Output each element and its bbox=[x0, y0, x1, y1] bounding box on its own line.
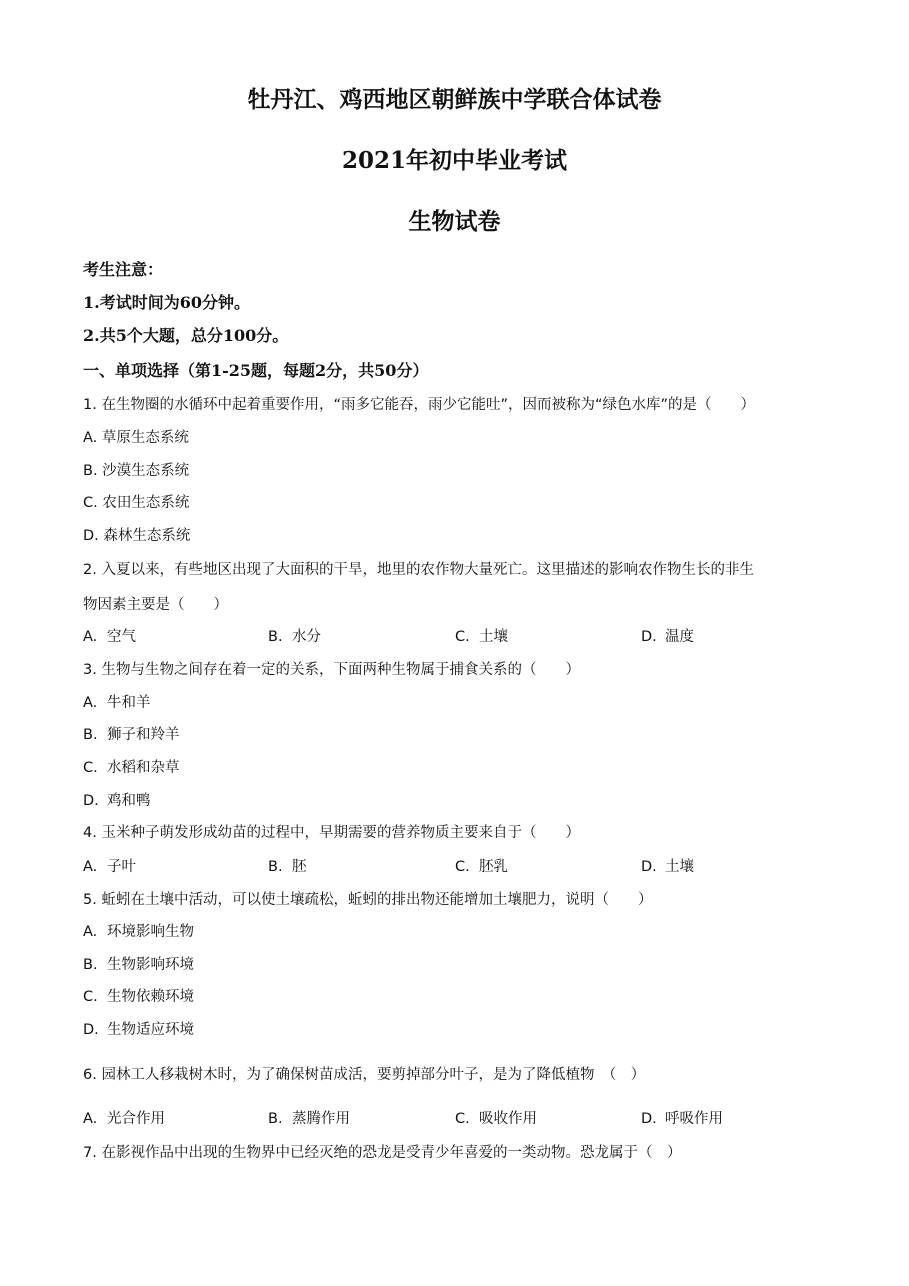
question-6-option-b bbox=[268, 1108, 350, 1130]
question-2-option-b bbox=[268, 626, 321, 648]
question-1-option-c: C. 农田生态系统 bbox=[83, 495, 190, 511]
option-text: 环境影响生物 bbox=[107, 924, 194, 940]
option-text: 生物依赖环境 bbox=[107, 989, 194, 1005]
option-letter: B. bbox=[83, 727, 98, 743]
option-letter: D. bbox=[83, 793, 99, 809]
option-text: 生物影响环境 bbox=[107, 957, 194, 973]
option-letter: A. bbox=[83, 1111, 98, 1127]
option-letter: D. bbox=[641, 629, 657, 645]
question-6-stem: 6. 园林工人移栽树木时，为了确保树苗成活，要剪掉部分叶子，是为了降低植物 （ ） bbox=[83, 1067, 646, 1083]
question-5-option-a bbox=[83, 921, 194, 943]
option-letter: D. bbox=[641, 859, 657, 875]
option-text: 牛和羊 bbox=[107, 695, 151, 711]
question-4-option-a bbox=[83, 856, 136, 878]
notice-item-2: 2.共5个大题，总分100分。 bbox=[83, 326, 289, 345]
option-text: 吸收作用 bbox=[479, 1111, 537, 1127]
option-text: 生物适应环境 bbox=[107, 1022, 194, 1038]
question-2-option-a bbox=[83, 626, 136, 648]
question-5-stem: 5. 蚯蚓在土壤中活动，可以使土壤疏松，蚯蚓的排出物还能增加土壤肥力，说明（ ） bbox=[83, 892, 653, 908]
question-6-option-d bbox=[641, 1108, 723, 1130]
option-text: 蒸腾作用 bbox=[292, 1111, 350, 1127]
option-text: 鸡和鸭 bbox=[107, 793, 151, 809]
question-7-stem: 7. 在影视作品中出现的生物界中已经灭绝的恐龙是受青少年喜爱的一类动物。恐龙属于（ ） bbox=[83, 1145, 682, 1161]
option-letter: D. bbox=[641, 1111, 657, 1127]
option-letter: A. bbox=[83, 924, 98, 940]
question-3-stem: 3. 生物与生物之间存在着一定的关系，下面两种生物属于捕食关系的（ ） bbox=[83, 662, 580, 678]
option-text: 胚乳 bbox=[479, 859, 508, 875]
option-letter: B. bbox=[83, 957, 98, 973]
question-5-option-d bbox=[83, 1019, 194, 1041]
option-letter: B. bbox=[268, 859, 283, 875]
option-letter: B. bbox=[268, 1111, 283, 1127]
question-4-option-b bbox=[268, 856, 307, 878]
question-3-option-a bbox=[83, 692, 151, 714]
exam-title-line2: 2021年初中毕业考试 bbox=[341, 147, 567, 174]
section-heading: 一、单项选择（第1-25题，每题2分，共50分） bbox=[83, 361, 429, 380]
question-2-option-d bbox=[641, 626, 694, 648]
question-3-option-b bbox=[83, 724, 180, 746]
question-6-option-a bbox=[83, 1108, 165, 1130]
question-2-stem: 2. 入夏以来，有些地区出现了大面积的干旱，地里的农作物大量死亡。这里描述的影响农作物生长的非生 bbox=[83, 562, 754, 578]
question-2-stem-continued: 物因素主要是（ ） bbox=[83, 597, 228, 613]
question-6-option-c bbox=[455, 1108, 537, 1130]
option-letter: C. bbox=[455, 859, 470, 875]
option-text: 狮子和羚羊 bbox=[107, 727, 180, 743]
option-letter: C. bbox=[455, 1111, 470, 1127]
exam-title-line3: 生物试卷 bbox=[408, 208, 501, 235]
notice-heading: 考生注意： bbox=[83, 260, 164, 279]
exam-title-line1: 牡丹江、鸡西地区朝鲜族中学联合体试卷 bbox=[247, 86, 662, 113]
option-text: 光合作用 bbox=[107, 1111, 165, 1127]
option-letter: B. bbox=[268, 629, 283, 645]
question-4-option-c bbox=[455, 856, 508, 878]
option-text: 胚 bbox=[292, 859, 307, 875]
option-text: 空气 bbox=[107, 629, 136, 645]
notice-item-1: 1.考试时间为60分钟。 bbox=[83, 293, 250, 312]
question-5-option-c bbox=[83, 986, 194, 1008]
question-3-option-d bbox=[83, 790, 151, 812]
question-4-option-d bbox=[641, 856, 694, 878]
option-text: 子叶 bbox=[107, 859, 136, 875]
question-1-option-d: D. 森林生态系统 bbox=[83, 528, 191, 544]
option-letter: A. bbox=[83, 695, 98, 711]
option-text: 呼吸作用 bbox=[665, 1111, 723, 1127]
option-letter: C. bbox=[83, 760, 98, 776]
question-3-option-c bbox=[83, 757, 180, 779]
question-5-option-b bbox=[83, 954, 194, 976]
option-text: 水稻和杂草 bbox=[107, 760, 180, 776]
question-4-stem: 4. 玉米种子萌发形成幼苗的过程中，早期需要的营养物质主要来自于（ ） bbox=[83, 825, 580, 841]
option-text: 温度 bbox=[665, 629, 694, 645]
option-letter: C. bbox=[455, 629, 470, 645]
option-text: 土壤 bbox=[665, 859, 694, 875]
question-1-option-b: B. 沙漠生态系统 bbox=[83, 463, 190, 479]
option-letter: A. bbox=[83, 859, 98, 875]
question-1-stem: 1. 在生物圈的水循环中起着重要作用，“雨多它能吞，雨少它能吐”，因而被称为“绿色水库”的是（ ） bbox=[83, 397, 755, 413]
option-text: 水分 bbox=[292, 629, 321, 645]
option-text: 土壤 bbox=[479, 629, 508, 645]
question-2-option-c bbox=[455, 626, 508, 648]
option-letter: D. bbox=[83, 1022, 99, 1038]
option-letter: C. bbox=[83, 989, 98, 1005]
option-letter: A. bbox=[83, 629, 98, 645]
question-1-option-a: A. 草原生态系统 bbox=[83, 430, 189, 446]
